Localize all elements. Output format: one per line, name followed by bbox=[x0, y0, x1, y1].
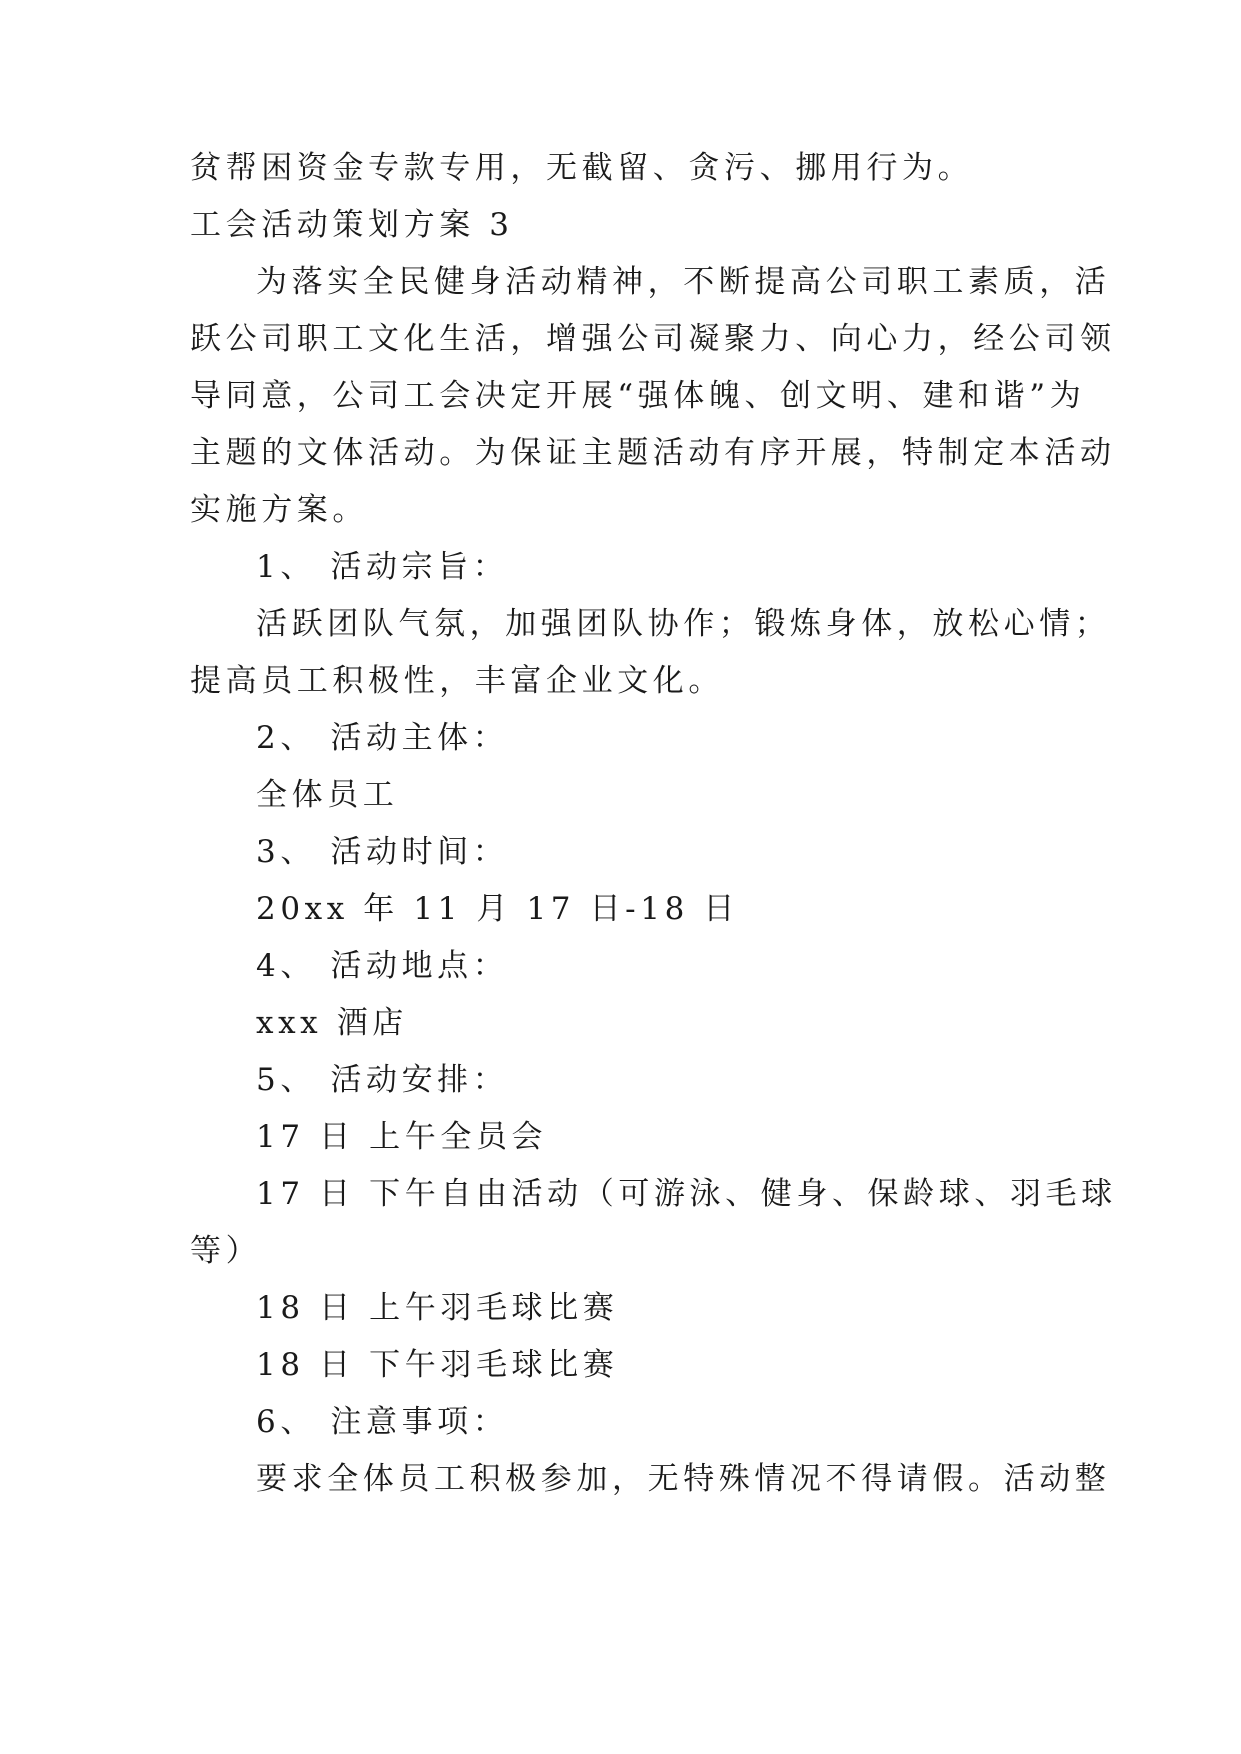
paragraph-line: 主题的文体活动。为保证主题活动有序开展，特制定本活动 bbox=[190, 435, 1116, 471]
paragraph-line: 提高员工积极性，丰富企业文化。 bbox=[190, 663, 724, 699]
paragraph-line: 跃公司职工文化生活，增强公司凝聚力、向心力，经公司领 bbox=[190, 321, 1116, 357]
item-heading: 4、 活动地点： bbox=[256, 948, 509, 984]
paragraph-line: xxx 酒店 bbox=[256, 1005, 408, 1041]
item-heading: 1、 活动宗旨： bbox=[256, 549, 509, 585]
paragraph-line: 导同意，公司工会决定开展“强体魄、创文明、建和谐”为 bbox=[190, 378, 1086, 414]
schedule-line: 等） bbox=[190, 1233, 262, 1269]
item-heading: 5、 活动安排： bbox=[256, 1062, 509, 1098]
paragraph-line: 实施方案。 bbox=[190, 492, 368, 528]
item-heading: 6、 注意事项： bbox=[256, 1404, 509, 1440]
item-heading: 2、 活动主体： bbox=[256, 720, 509, 756]
schedule-line: 17 日 下午自由活动（可游泳、健身、保龄球、羽毛球 bbox=[256, 1176, 1117, 1212]
section-heading: 工会活动策划方案 3 bbox=[190, 207, 514, 243]
paragraph-line: 贫帮困资金专款专用，无截留、贪污、挪用行为。 bbox=[190, 150, 974, 186]
schedule-line: 17 日 上午全员会 bbox=[256, 1119, 548, 1155]
paragraph-line: 20xx 年 11 月 17 日-18 日 bbox=[256, 891, 739, 927]
paragraph-line: 活跃团队气氛，加强团队协作；锻炼身体，放松心情； bbox=[256, 606, 1111, 642]
item-heading: 3、 活动时间： bbox=[256, 834, 509, 870]
paragraph-line: 要求全体员工积极参加，无特殊情况不得请假。活动整 bbox=[256, 1461, 1111, 1497]
schedule-line: 18 日 上午羽毛球比赛 bbox=[256, 1290, 619, 1326]
schedule-line: 18 日 下午羽毛球比赛 bbox=[256, 1347, 619, 1383]
paragraph-line: 全体员工 bbox=[256, 777, 399, 813]
paragraph-line: 为落实全民健身活动精神，不断提高公司职工素质，活 bbox=[256, 264, 1111, 300]
